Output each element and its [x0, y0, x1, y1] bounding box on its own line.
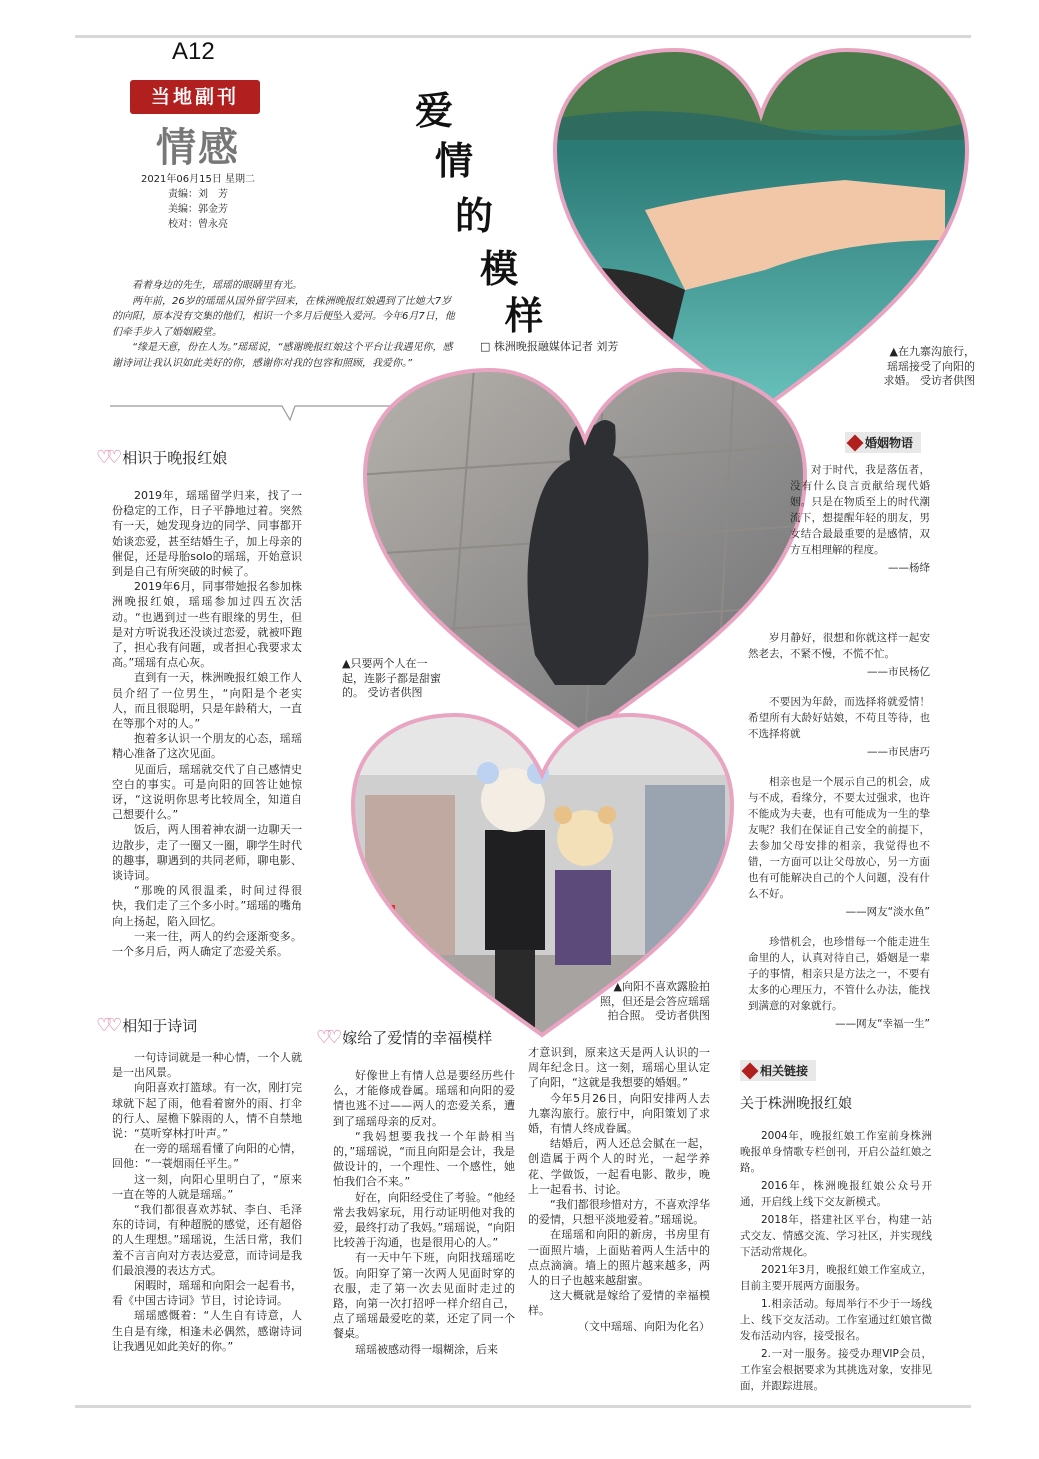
quote-signature: ——网友“幸福一生”: [835, 1018, 930, 1030]
related-tag-label: 相关链接: [760, 1064, 809, 1078]
section1-paragraph: 2019年6月，同事带她报名参加株洲晚报红娘，瑶瑶参加过四五次活动。“也遇到过一些有眼缘的男生，但是对方听说我还没谈过恋爱，就被吓跑了，担心我有问题，或者担心我要求太高。”瑶瑶有点心灰。: [112, 580, 302, 670]
quote-text: 对于时代，我是落伍者，没有什么良言贡献给现代婚姻。只是在物质至上的时代潮流下，想提醒年轻的朋友，男女结合最最重要的是感情，双方互相理解的程度。: [790, 464, 930, 556]
section1-body: [112, 488, 302, 959]
section3-title: 嫁给了爱情的幸福模样: [342, 1029, 493, 1047]
related-title: 关于株洲晚报红娘: [740, 1096, 852, 1112]
lead-paragraph: “缘是天意，份在人为。”瑶瑶说，“感谢晚报红娘这个平台让我遇见你，感谢诗词让我认识如此美好的你，感谢你对我的包容和照顾，我爱你。”: [112, 342, 453, 369]
headline-char-4: 模: [480, 246, 519, 291]
edition-date: 2021年06月15日 星期二: [140, 174, 256, 185]
section2-paragraph: 一句诗词就是一种心情，一个人就是一出风景。: [112, 1051, 302, 1080]
quote-text: 相亲也是一个展示自己的机会，成与不成，看缘分，不要太过强求，也许不能成为夫妻，也有可能成为一生的挚友呢？我们在保证自己安全的前提下，去参加父母安排的相亲，我觉得也不错，一方面可以让父母放心，另一方面也有可能解决自己的个人问题，没有什么不好。: [748, 776, 930, 900]
related-body: [740, 1128, 932, 1396]
related-paragraph: 2016年，株洲晚报红娘公众号开通，开启线上线下交友新模式。: [740, 1180, 932, 1208]
related-paragraph: 2021年3月，晚报红娘工作室成立，目前主要开展两方面服务。: [740, 1264, 932, 1292]
column-banner: 当地副刊: [130, 80, 260, 114]
quote-text: 不要因为年龄，而选择将就爱情！希望所有大龄好姑娘，不苟且等待，也不选择将就: [748, 696, 930, 740]
edition-designer: 美编：郭金芳: [168, 204, 228, 215]
section3-paragraph: “我妈想要我找一个年龄相当的，”瑶瑶说，“而且向阳是会计，我是做设计的，一个理性、一个感性，她怕我们合不来。”: [333, 1129, 515, 1189]
quote-signature: ——网友“淡水鱼”: [845, 906, 930, 918]
marriage-quote-1: [790, 462, 930, 578]
section3-paragraph: 好在，向阳经受住了考验。“他经常去我妈家玩，用行动证明他对我的爱，最终打动了我妈。”瑶瑶说，“向阳比较善于沟通，也是很用心的人。”: [333, 1190, 515, 1250]
related-tag: [740, 1060, 816, 1081]
related-paragraph: 2004年，晚报红娘工作室前身株洲晚报单身情歌专栏创刊，开启公益红娘之路。: [740, 1130, 932, 1174]
section1-paragraph: 一来一往，两人的约会逐渐变多。一个多月后，两人确定了恋爱关系。: [112, 929, 302, 959]
caption-mall: ▲向阳不喜欢露脸拍照，但还是会答应瑶瑶拍合照。 受访者供图: [600, 980, 710, 1022]
section2-paragraph: 在一旁的瑶瑶看懂了向阳的心情，回他：“一蓑烟雨任平生。”: [112, 1142, 302, 1171]
tag-marker-icon: [847, 434, 864, 451]
section2-heading: [96, 1015, 197, 1036]
lead-paragraph: 看着身边的先生，瑶瑶的眼睛里有光。: [132, 280, 302, 291]
quote-signature: ——市民杨亿: [867, 666, 930, 678]
tag-marker-icon: [742, 1062, 759, 1079]
section3-paragraph: 结婚后，两人还总会腻在一起，创造属于两个人的时光，一起学养花、学做饭，一起看电影、散步，晚上一起看书、讨论。: [528, 1137, 710, 1196]
section2-body: [112, 1050, 302, 1354]
bottom-rule: [75, 1405, 971, 1408]
related-paragraph: 2018年，搭建社区平台，构建一站式交友、情感交流、学习社区，并实现线下活动常规化。: [740, 1214, 932, 1258]
quote-text: 岁月静好，很想和你就这样一起安然老去，不紧不慢，不慌不忙。: [748, 632, 930, 660]
related-paragraph: 1.相亲活动。每周举行不少于一场线上、线下交友活动。工作室通过红娘官微发布活动内容，接受报名。: [740, 1298, 932, 1342]
section2-paragraph: 这一刻，向阳心里明白了，“原来一直在等的人就是瑶瑶。”: [112, 1172, 302, 1201]
section3-col2: [528, 1045, 710, 1334]
section1-paragraph: “那晚的风很温柔，时间过得很快，我们走了三个多小时。”瑶瑶的嘴角向上扬起，陷入回忆。: [112, 884, 302, 928]
section3-paragraph: 才意识到，原来这天是两人认识的一周年纪念日。这一刻，瑶瑶心里认定了向阳，“这就是我想要的婚姻。”: [528, 1046, 710, 1090]
section2-title: 相知于诗词: [122, 1017, 198, 1035]
byline: □ 株洲晚报融媒体记者 刘芳: [480, 340, 619, 353]
hearts-icon: ♡♡: [96, 1015, 117, 1036]
quote-signature: ——杨绛: [888, 562, 930, 574]
marriage-tag: [845, 432, 921, 453]
marriage-quotes: [748, 630, 930, 1034]
section3-paragraph: 瑶瑶被感动得一塌糊涂，后来: [355, 1342, 498, 1356]
section2-paragraph: 闲暇时，瑶瑶和向阳会一起看书，看《中国古诗词》节目，讨论诗词。: [112, 1279, 302, 1308]
section3-paragraph: 这大概就是嫁给了爱情的幸福模样。: [528, 1289, 710, 1318]
related-paragraph: 2.一对一服务。接受办理VIP会员，工作室会根据要求为其挑选对象，安排见面，并跟踪进展。: [740, 1348, 932, 1392]
quote-signature: ——市民唐巧: [867, 746, 930, 758]
caption-shadow: ▲只要两个人在一起，连影子都是甜蜜的。 受访者供图: [342, 657, 441, 699]
section3-paragraph: “我们都很珍惜对方，不喜欢浮华的爱情，只想平淡地爱着。”瑶瑶说。: [528, 1198, 710, 1227]
section1-paragraph: 饭后，两人围着神农湖一边聊天一边散步，走了一圈又一圈，聊学生时代的趣事，聊遇到的共同老师，聊电影、谈诗词。: [112, 823, 302, 883]
section1-paragraph: 2019年，瑶瑶留学归来，找了一份稳定的工作，日子平静地过着。突然有一天，她发现身边的同学、同事都开始谈恋爱，甚至结婚生子，加上母亲的催促，还是母胎solo的瑶瑶，开始意识到是自己有所突破的时候了。: [112, 489, 302, 579]
section2-paragraph: “我们都很喜欢苏轼、李白、毛泽东的诗词，有种超脱的感觉，还有超俗的人生理想。”瑶瑶说，生活日常，我们羞不言言向对方表达爱意，而诗词是我们最浪漫的表达方式。: [112, 1203, 302, 1277]
page-number: A12: [172, 38, 215, 65]
caption-jiuzhaigou: ▲在九寨沟旅行，瑶瑶接受了向阳的求婚。 受访者供图: [883, 345, 975, 387]
lead-paragraph: 两年前，26岁的瑶瑶从国外留学回来，在株洲晚报红娘遇到了比她大7岁的向阳，原本没有交集的他们，相识一个多月后便坠入爱河。今年6月7日，他们牵手步入了婚姻殿堂。: [112, 295, 455, 338]
headline-char-1: 爱: [415, 88, 454, 133]
edition-proof: 校对：曾永亮: [168, 219, 228, 230]
section3-heading: [316, 1027, 492, 1048]
section3-paragraph: 在瑶瑶和向阳的新房，书房里有一面照片墙，上面贴着两人生活中的点点滴滴。墙上的照片越来越多，两人的日子也越来越甜蜜。: [528, 1228, 710, 1288]
section2-paragraph: 向阳喜欢打篮球。有一次，刚打完球就下起了雨，他看着窗外的雨、打伞的行人、屋檐下躲雨的人，情不自禁地说：“莫听穿林打叶声。”: [112, 1081, 302, 1141]
section-title: 情感: [156, 125, 240, 171]
section1-heading: [96, 447, 227, 468]
hearts-icon: ♡♡: [316, 1027, 337, 1048]
section2-paragraph: 瑶瑶感慨着：“人生自有诗意，人生自是有缘，相逢未必偶然，感谢诗词让我遇见如此美好的你。”: [112, 1309, 302, 1353]
edition-editor: 责编：刘 芳: [168, 189, 228, 200]
section3-paragraph: 有一天中午下班，向阳找瑶瑶吃饭。向阳穿了第一次两人见面时穿的衣服，走了第一次去见面时走过的路，向第一次打招呼一样介绍自己，点了瑶瑶最爱吃的菜，还定了同一个餐桌。: [333, 1251, 515, 1341]
section1-paragraph: 直到有一天，株洲晚报红娘工作人员介绍了一位男生，“向阳是个老实人，而且很聪明，只是年龄稍大，一直在等那个对的人。”: [112, 671, 302, 731]
section3-note: （文中瑶瑶、向阳为化名）: [578, 1319, 710, 1333]
marriage-tag-label: 婚姻物语: [865, 436, 914, 450]
section1-title: 相识于晚报红娘: [122, 449, 228, 467]
section1-paragraph: 见面后，瑶瑶就交代了自己感情史空白的事实。可是向阳的回答让她惊讶，“这说明你思考比较周全，知道自己想要什么。”: [112, 762, 302, 822]
section3-paragraph: 好像世上有情人总是要经历些什么，才能修成眷属。瑶瑶和向阳的爱情也逃不过——两人的恋爱关系，遭到了瑶瑶母亲的反对。: [333, 1069, 515, 1128]
section3-paragraph: 今年5月26日，向阳安排两人去九寨沟旅行。旅行中，向阳策划了求婚，有情人终成眷属。: [528, 1091, 710, 1136]
edition-meta: [133, 172, 263, 232]
headline-char-5: 样: [505, 293, 544, 338]
section1-paragraph: 抱着多认识一个朋友的心态，瑶瑶精心准备了这次见面。: [112, 732, 302, 761]
section3-col1: [333, 1068, 515, 1357]
hearts-icon: ♡♡: [96, 447, 117, 468]
headline-char-2: 情: [435, 138, 474, 183]
quote-text: 珍惜机会，也珍惜每一个能走进生命里的人，认真对待自己，婚姻是一辈子的事情，相亲只是方法之一，不要有太多的心理压力，不管什么办法，能找到满意的对象就行。: [748, 936, 930, 1012]
headline-char-3: 的: [455, 193, 494, 238]
